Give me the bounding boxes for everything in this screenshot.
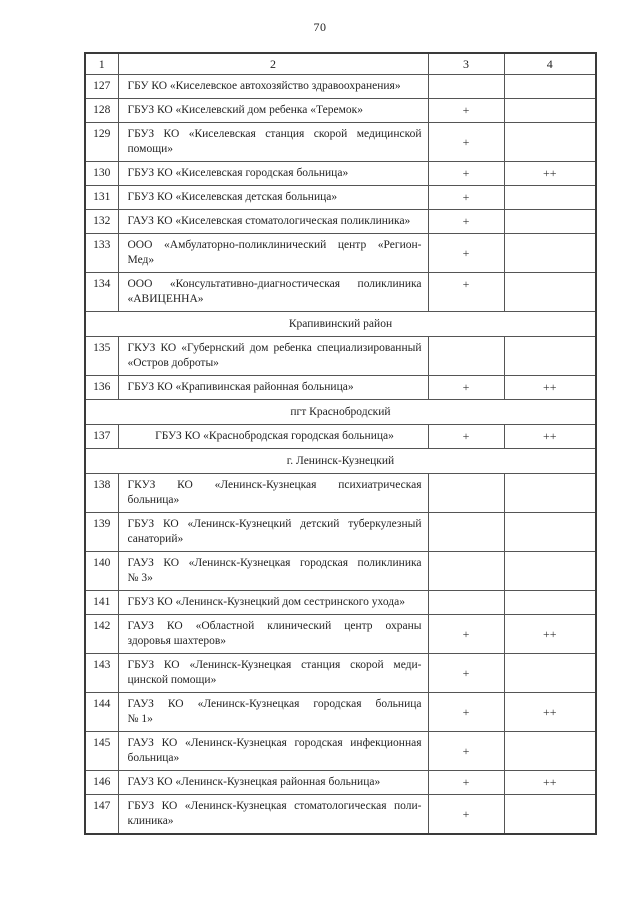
facility-name-line: цинской помощи» <box>127 674 217 686</box>
facility-name-cell <box>118 771 428 795</box>
criterion-3-cell <box>428 552 504 591</box>
table-row <box>85 732 596 771</box>
criterion-4-cell <box>504 186 596 210</box>
criterion-4-cell <box>504 99 596 123</box>
criterion-3-cell: + <box>428 771 504 795</box>
criterion-3-cell <box>428 474 504 513</box>
facility-name-cell <box>118 615 428 654</box>
facility-name-line: ГБУЗ КО «Киселевский дом ребенка «Теремок» <box>127 104 363 116</box>
facility-name-line: ГБУЗ КО «Киселевская детская больница» <box>127 191 338 203</box>
facility-name-line: больница» <box>127 494 180 506</box>
facility-name-cell <box>118 693 428 732</box>
facility-name-cell <box>118 376 428 400</box>
table-row <box>85 186 596 210</box>
row-number-cell: 127 <box>85 75 118 99</box>
facility-name-line: «Остров доброты» <box>127 357 219 369</box>
row-number-cell: 144 <box>85 693 118 732</box>
row-number-cell: 133 <box>85 234 118 273</box>
facility-name-cell <box>118 591 428 615</box>
facility-name-line: санаторий» <box>127 533 184 545</box>
section-label: Крапивинский район <box>85 312 596 337</box>
header-row <box>85 53 596 75</box>
criterion-4-cell <box>504 337 596 376</box>
facility-name-line: больница» <box>127 752 180 764</box>
criterion-3-cell <box>428 591 504 615</box>
section-row <box>85 400 596 425</box>
column-header-cell: 2 <box>118 53 428 75</box>
facility-name-line: ГКУЗ КО «Ленинск-Кузнецкая психиатрическая <box>127 479 422 491</box>
row-number-cell: 132 <box>85 210 118 234</box>
facility-name-cell <box>118 99 428 123</box>
row-number-cell: 136 <box>85 376 118 400</box>
column-header-cell: 1 <box>85 53 118 75</box>
criterion-4-cell <box>504 75 596 99</box>
criterion-4-cell: ++ <box>504 615 596 654</box>
row-number-cell: 129 <box>85 123 118 162</box>
criterion-3-cell <box>428 75 504 99</box>
facility-name-line: ГБУЗ КО «Ленинск-Кузнецкая стоматологическая поли- <box>127 800 422 812</box>
criterion-3-cell: + <box>428 162 504 186</box>
facility-name-cell <box>118 474 428 513</box>
facility-name-line: помощи» <box>127 143 173 155</box>
table-row <box>85 474 596 513</box>
row-number-cell: 128 <box>85 99 118 123</box>
criterion-4-cell <box>504 273 596 312</box>
facility-name-cell <box>118 337 428 376</box>
table-row <box>85 123 596 162</box>
facility-name-cell <box>118 210 428 234</box>
row-number-cell: 134 <box>85 273 118 312</box>
table-row <box>85 513 596 552</box>
facility-name-cell <box>118 186 428 210</box>
criterion-4-cell <box>504 732 596 771</box>
facility-name-line: ГАУЗ КО «Киселевская стоматологическая поликлиника» <box>127 215 411 227</box>
row-number-cell: 143 <box>85 654 118 693</box>
facility-name-line: ГАУЗ КО «Ленинск-Кузнецкая городская больница <box>127 698 422 710</box>
criterion-4-cell: ++ <box>504 425 596 449</box>
row-number-cell: 140 <box>85 552 118 591</box>
row-number-cell: 131 <box>85 186 118 210</box>
criterion-3-cell: + <box>428 376 504 400</box>
criterion-4-cell <box>504 795 596 835</box>
column-header-cell: 3 <box>428 53 504 75</box>
criterion-3-cell: + <box>428 210 504 234</box>
row-number-cell: 145 <box>85 732 118 771</box>
facility-name-line: ГБУ КО «Киселевское автохозяйство здравоохранения» <box>127 80 401 92</box>
criterion-4-cell: ++ <box>504 376 596 400</box>
table-row <box>85 376 596 400</box>
criterion-3-cell: + <box>428 615 504 654</box>
row-number-cell: 138 <box>85 474 118 513</box>
facility-name-line: Мед» <box>127 254 155 266</box>
facility-name-line: № 1» <box>127 713 153 725</box>
criterion-4-cell <box>504 513 596 552</box>
facility-name-cell <box>118 273 428 312</box>
criterion-3-cell: + <box>428 273 504 312</box>
criterion-4-cell <box>504 552 596 591</box>
column-header-cell: 4 <box>504 53 596 75</box>
facility-name-line: клиника» <box>127 815 174 827</box>
facility-name-cell <box>118 654 428 693</box>
criterion-4-cell <box>504 474 596 513</box>
facility-name-line: ГАУЗ КО «Ленинск-Кузнецкая районная больница» <box>127 776 381 788</box>
criterion-3-cell: + <box>428 123 504 162</box>
facility-name-line: ГБУЗ КО «Киселевская городская больница» <box>127 167 349 179</box>
table-row <box>85 591 596 615</box>
criterion-4-cell: ++ <box>504 693 596 732</box>
facility-name-cell <box>118 552 428 591</box>
facility-name-cell <box>118 425 428 449</box>
table-row <box>85 425 596 449</box>
facility-name-line: здоровья шахтеров» <box>127 635 227 647</box>
table-row <box>85 75 596 99</box>
row-number-cell: 141 <box>85 591 118 615</box>
section-row <box>85 312 596 337</box>
table-body <box>85 53 596 834</box>
facility-name-line: ГБУЗ КО «Ленинск-Кузнецкий детский туберкулезный <box>127 518 422 530</box>
facility-name-cell <box>118 234 428 273</box>
facility-name-line: ГАУЗ КО «Ленинск-Кузнецкая городская инфекционная <box>127 737 422 749</box>
criterion-4-cell <box>504 210 596 234</box>
facility-name-cell <box>118 732 428 771</box>
criterion-4-cell: ++ <box>504 162 596 186</box>
table-row <box>85 99 596 123</box>
criterion-3-cell: + <box>428 425 504 449</box>
criterion-3-cell: + <box>428 654 504 693</box>
criterion-4-cell: ++ <box>504 771 596 795</box>
table-row <box>85 693 596 732</box>
criterion-4-cell <box>504 654 596 693</box>
criterion-3-cell: + <box>428 795 504 835</box>
section-row <box>85 449 596 474</box>
criterion-3-cell: + <box>428 693 504 732</box>
table-row <box>85 210 596 234</box>
criterion-4-cell <box>504 123 596 162</box>
row-number-cell: 147 <box>85 795 118 835</box>
row-number-cell: 142 <box>85 615 118 654</box>
facility-name-cell <box>118 75 428 99</box>
facility-name-line: ГАУЗ КО «Областной клинический центр охраны <box>127 620 422 632</box>
row-number-cell: 137 <box>85 425 118 449</box>
row-number-cell: 146 <box>85 771 118 795</box>
facility-name-line: ГАУЗ КО «Ленинск-Кузнецкая городская поликлиника <box>127 557 422 569</box>
facility-name-line: ООО «Амбулаторно-поликлинический центр «Регион- <box>127 239 422 251</box>
row-number-cell: 139 <box>85 513 118 552</box>
criterion-3-cell: + <box>428 99 504 123</box>
page-number: 70 <box>313 20 327 34</box>
section-label: г. Ленинск-Кузнецкий <box>85 449 596 474</box>
criterion-4-cell <box>504 591 596 615</box>
facility-name-line: № 3» <box>127 572 153 584</box>
criterion-4-cell <box>504 234 596 273</box>
criterion-3-cell: + <box>428 732 504 771</box>
facility-name-line: ГБУЗ КО «Ленинск-Кузнецкая станция скорой меди- <box>127 659 422 671</box>
facility-name-line: ГКУЗ КО «Губернский дом ребенка специализированный <box>127 342 422 354</box>
table-row <box>85 654 596 693</box>
row-number-cell: 135 <box>85 337 118 376</box>
criterion-3-cell <box>428 513 504 552</box>
facility-name-line: ГБУЗ КО «Крапивинская районная больница» <box>127 381 354 393</box>
table-row <box>85 337 596 376</box>
section-label: пгт Краснобродский <box>85 400 596 425</box>
table-row <box>85 234 596 273</box>
table-row <box>85 552 596 591</box>
facility-name-cell <box>118 513 428 552</box>
facility-name-line: «АВИЦЕННА» <box>127 293 204 305</box>
criterion-3-cell <box>428 337 504 376</box>
table-row <box>85 273 596 312</box>
table-row <box>85 771 596 795</box>
facility-name-cell <box>118 795 428 835</box>
criterion-3-cell: + <box>428 234 504 273</box>
facility-name-line: ГБУЗ КО «Ленинск-Кузнецкий дом сестринского ухода» <box>127 596 405 608</box>
facility-name-line: ГБУЗ КО «Киселевская станция скорой медицинской <box>127 128 422 140</box>
facilities-table <box>84 52 597 835</box>
table-row <box>85 795 596 835</box>
row-number-cell: 130 <box>85 162 118 186</box>
table-row <box>85 162 596 186</box>
facility-name-line: ГБУЗ КО «Краснобродская городская больница» <box>155 430 394 442</box>
facility-name-cell <box>118 123 428 162</box>
facility-name-line: ООО «Консультативно-диагностическая поликлиника <box>127 278 422 290</box>
criterion-3-cell: + <box>428 186 504 210</box>
facility-name-cell <box>118 162 428 186</box>
table-row <box>85 615 596 654</box>
